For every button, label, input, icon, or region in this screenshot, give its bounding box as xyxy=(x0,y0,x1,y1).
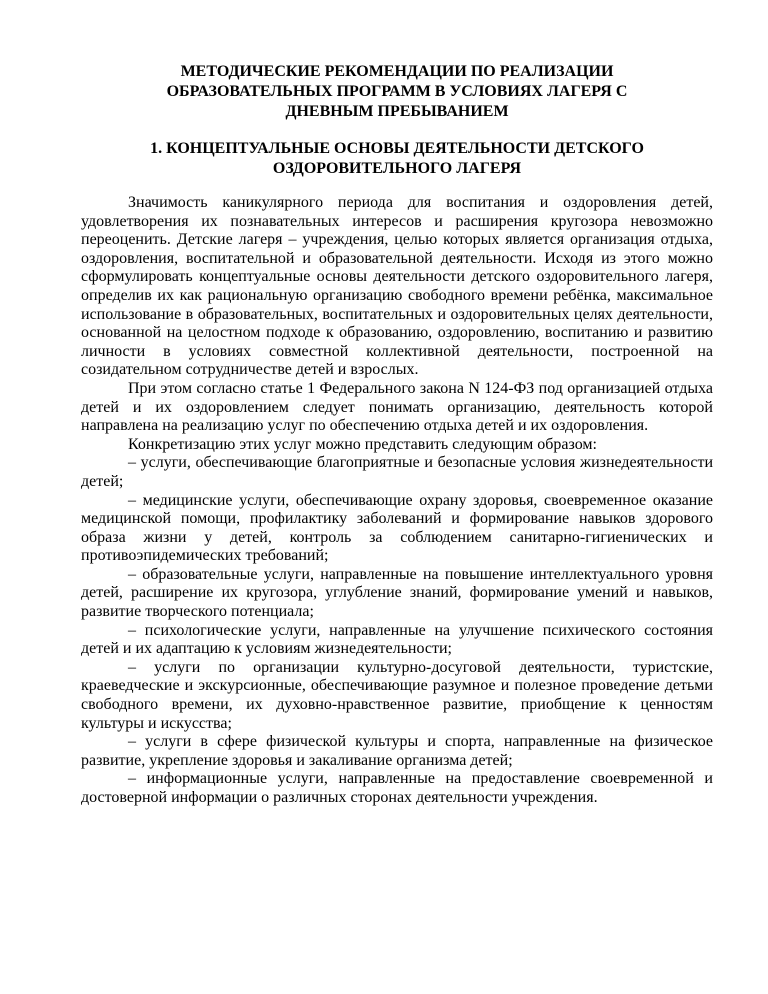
document-page xyxy=(81,62,713,808)
section-heading-line: ОЗДОРОВИТЕЛЬНОГО ЛАГЕРЯ xyxy=(272,159,522,177)
section-heading xyxy=(81,139,713,179)
list-item-living-conditions: – услуги, обеспечивающие благоприятные и безопасные условия жизнедеятельности детей; xyxy=(81,454,713,490)
list-item-information-services: – информационные услуги, направленные на предоставление своевременной и достоверной информации о различных сторонах деятельности учреждения. xyxy=(81,770,713,807)
section-heading-line: 1. КОНЦЕПТУАЛЬНЫЕ ОСНОВЫ ДЕЯТЕЛЬНОСТИ ДЕТСКОГО xyxy=(150,139,644,157)
paragraph-significance: Значимость каникулярного периода для воспитания и оздоровления детей, удовлетворения их познавательных интересов и расширения кругозора невозможно переоценить. Детские лагеря – учреждения, целью которых является организация отдыха, оздоровления, воспитательной и образовательной деятельности. Исходя из этого можно сформулировать концептуальные основы деятельности детского оздоровительного лагеря, определив их как рациональную организацию свободного времени ребёнка, максимальное использование в образовательных, воспитательных и оздоровительных целях деятельности, основанной на целостном подходе к образованию, оздоровлению, воспитанию и развитию личности в условиях совместной коллективной деятельности, построенной на созидательном сотрудничестве детей и взрослых. xyxy=(81,194,713,379)
paragraph-federal-law: При этом согласно статье 1 Федерального закона N 124-ФЗ под организацией отдыха детей и их оздоровлением следует понимать организацию, деятельность которой направлена на реализацию услуг по обеспечению отдыха детей и их оздоровления. xyxy=(81,379,713,435)
list-item-medical-services: – медицинские услуги, обеспечивающие охрану здоровья, своевременное оказание медицинской помощи, профилактику заболеваний и формирование навыков здорового образа жизни у детей, контроль за соблюдением санитарно-гигиенических и противоэпидемических требований; xyxy=(81,491,713,565)
paragraph-services-intro: Конкретизацию этих услуг можно представить следующим образом: xyxy=(128,435,597,453)
list-item-educational-services: – образовательные услуги, направленные на повышение интеллектуального уровня детей, расширение их кругозора, углубление знаний, формирование умений и навыков, развитие творческого потенциала; xyxy=(81,565,713,621)
title-line: МЕТОДИЧЕСКИЕ РЕКОМЕНДАЦИИ ПО РЕАЛИЗАЦИИ xyxy=(180,63,614,80)
list-item-psychological-services: – психологические услуги, направленные на улучшение психического состояния детей и их адаптацию к условиям жизнедеятельности; xyxy=(81,621,713,658)
list-item-leisure-services: – услуги по организации культурно-досуговой деятельности, туристские, краеведческие и экскурсионные, обеспечивающие разумное и полезное проведение детьми свободного времени, их духовно-нравственное развитие, приобщение к ценностям культуры и искусства; xyxy=(81,658,713,732)
document-title xyxy=(81,62,713,123)
title-line: ОБРАЗОВАТЕЛЬНЫХ ПРОГРАММ В УСЛОВИЯХ ЛАГЕРЯ С xyxy=(166,83,628,101)
title-line: ДНЕВНЫМ ПРЕБЫВАНИЕМ xyxy=(285,103,509,121)
list-item-sport-services: – услуги в сфере физической культуры и спорта, направленные на физическое развитие, укрепление здоровья и закаливание организма детей; xyxy=(81,733,713,769)
